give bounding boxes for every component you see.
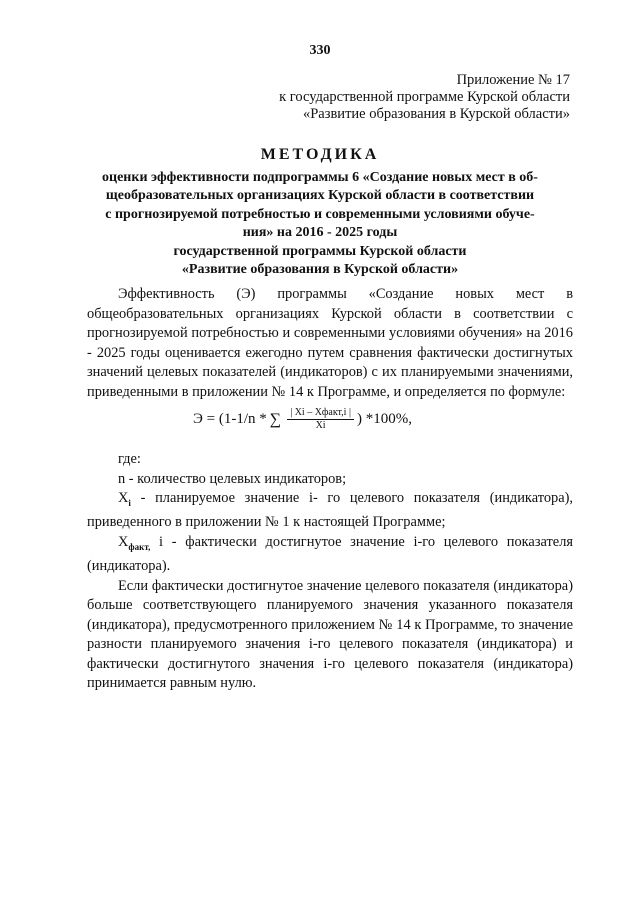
n-definition: n - количество целевых индикаторов;	[118, 470, 347, 487]
page-number: 330	[309, 43, 331, 58]
appendix-line-3: «Развитие образования в Курской области»	[302, 106, 570, 122]
xfact-definition-text: i - фактически достигнутое значение i-го целевого показателя (индикатора).	[87, 533, 573, 575]
xfact-symbol: X	[118, 533, 129, 550]
formula-denominator: Xi	[315, 420, 326, 431]
title-main: МЕТОДИКА	[260, 146, 380, 163]
intro-text: Эффективность (Э) программы «Создание новых мест в общеобразовательных организациях Курской области в соответствии с прогнозируемой потребностью и современными условиями обучения» на 2016 - 2025 годы оценивается ежегодно путем сравнения фактически достигнутых значений целевых показателей (индикаторов) с их планируемыми значениями, приведенными в приложении № 14 к Программе, и определяется по формуле:	[87, 286, 573, 400]
sigma-symbol: ∑	[269, 410, 282, 428]
where-label: где:	[118, 451, 141, 467]
appendix-line-2: к государственной программе Курской области	[279, 89, 570, 105]
xi-definition	[87, 489, 573, 533]
appendix-line-1: Приложение № 17	[456, 72, 570, 88]
title-block	[80, 146, 560, 280]
title-line: ния» на 2016 - 2025 годы	[242, 225, 398, 240]
title-line: «Развитие образования в Курской области»	[181, 262, 459, 277]
closing-paragraph: Если фактически достигнутое значение целевого показателя (индикатора) больше соответствующего планируемого значения указанного показателя (индикатора), предусмотренного приложением № 14 к Программе, то значение разности планируемого значения i-го целевого показателя (индикатора) и фактически достигнутого значения i-го целевого показателя (индикатора) принимается равным нулю.	[87, 577, 573, 692]
intro-paragraph	[87, 285, 573, 402]
formula-numerator: | Xi – Xфакт,i |	[287, 407, 354, 420]
xi-subscript: i	[128, 497, 131, 508]
title-line: оценки эффективности подпрограммы 6 «Создание новых мест в об-	[102, 169, 538, 185]
xfact-definition	[87, 533, 573, 577]
title-line: с прогнозируемой потребностью и современными условиями обуче-	[105, 206, 535, 222]
xfact-subscript: факт,	[128, 541, 151, 552]
title-line: щеобразовательных организациях Курской области в соответствии	[105, 188, 535, 203]
xi-definition-text: - планируемое значение i- го целевого показателя (индикатора), приведенного в приложении № 1 к настоящей Программе;	[87, 490, 573, 531]
title-line: государственной программы Курской области	[173, 243, 467, 259]
formula-left: Э = (1-1/n *	[193, 411, 267, 427]
formula-fraction	[287, 407, 354, 432]
appendix-header	[279, 72, 570, 123]
xi-symbol: X	[118, 490, 129, 506]
definitions-block	[87, 450, 573, 694]
formula-right: ) *100%,	[356, 411, 412, 427]
formula	[193, 407, 412, 432]
